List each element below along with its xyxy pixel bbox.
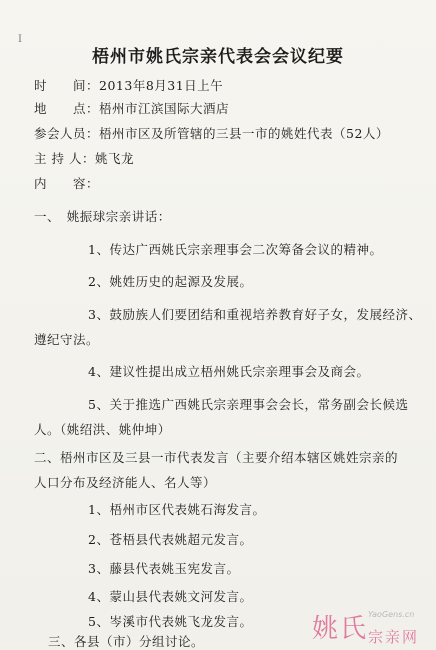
section-heading: 一、 姚振球宗亲讲话： [34,209,171,224]
list-item: 3、鼓励族人们要团结和重视培养教育好子女，发展经济、 [88,307,422,322]
meta-label: 内 容： [34,176,100,191]
corner-mark: Ⅰ [18,34,22,45]
list-item: 2、苍梧县代表姚超元发言。 [88,532,253,548]
watermark-big: 姚氏 [312,614,369,644]
meta-label: 地 点： [34,101,100,116]
meta-attendees [34,124,389,142]
list-item: 3、藤县代表姚玉宪发言。 [88,560,240,576]
meta-label: 时 间： [34,78,100,93]
meta-label: 主 持 人： [34,151,95,166]
section-heading-continuation: 人口分布及经济能人、名人等） [34,475,217,490]
list-item: 1、传达广西姚氏宗亲理事会二次筹备会议的精神。 [88,242,383,257]
list-item: 1、梧州市区代表姚石海发言。 [88,502,266,517]
meta-place [34,99,229,117]
list-item: 4、建议性提出成立梧州姚氏宗亲理事会及商会。 [88,364,370,379]
section-heading: 三、各县（市）分组讨论。 [48,634,205,649]
watermark-logo [312,606,432,646]
meta-value: 姚飞龙 [94,151,134,166]
section-heading: 二、梧州市区及三县一市代表发言（主要介绍本辖区姚姓宗亲的 [34,450,399,465]
list-item-continuation: 遵纪守法。 [34,332,100,347]
document-title: 梧州市姚氏宗亲代表会会议纪要 [92,47,344,67]
list-item: 5、岑溪市代表姚飞龙发言。 [88,614,253,629]
watermark-url: YaoGens.cn [368,610,415,619]
meta-time [34,76,223,94]
list-item-continuation: 人。（姚绍洪、姚仲坤） [34,422,171,437]
list-item: 4、蒙山县代表姚文河发言。 [88,589,253,605]
list-item: 5、关于推选广西姚氏宗亲理事会会长，常务副会长候选 [88,397,409,412]
meta-value: 梧州市区及所管辖的三县一市的姚姓代表（52人） [99,126,389,141]
meta-value: 梧州市江滨国际大酒店 [99,101,230,116]
meta-host [34,149,134,167]
list-item: 2、姚姓历史的起源及发展。 [88,274,253,289]
meta-value: 2013年8月31日上午 [99,78,224,93]
meta-content [34,174,99,192]
watermark-small: 宗亲网 [368,628,420,646]
meta-label: 参会人员： [34,126,100,141]
